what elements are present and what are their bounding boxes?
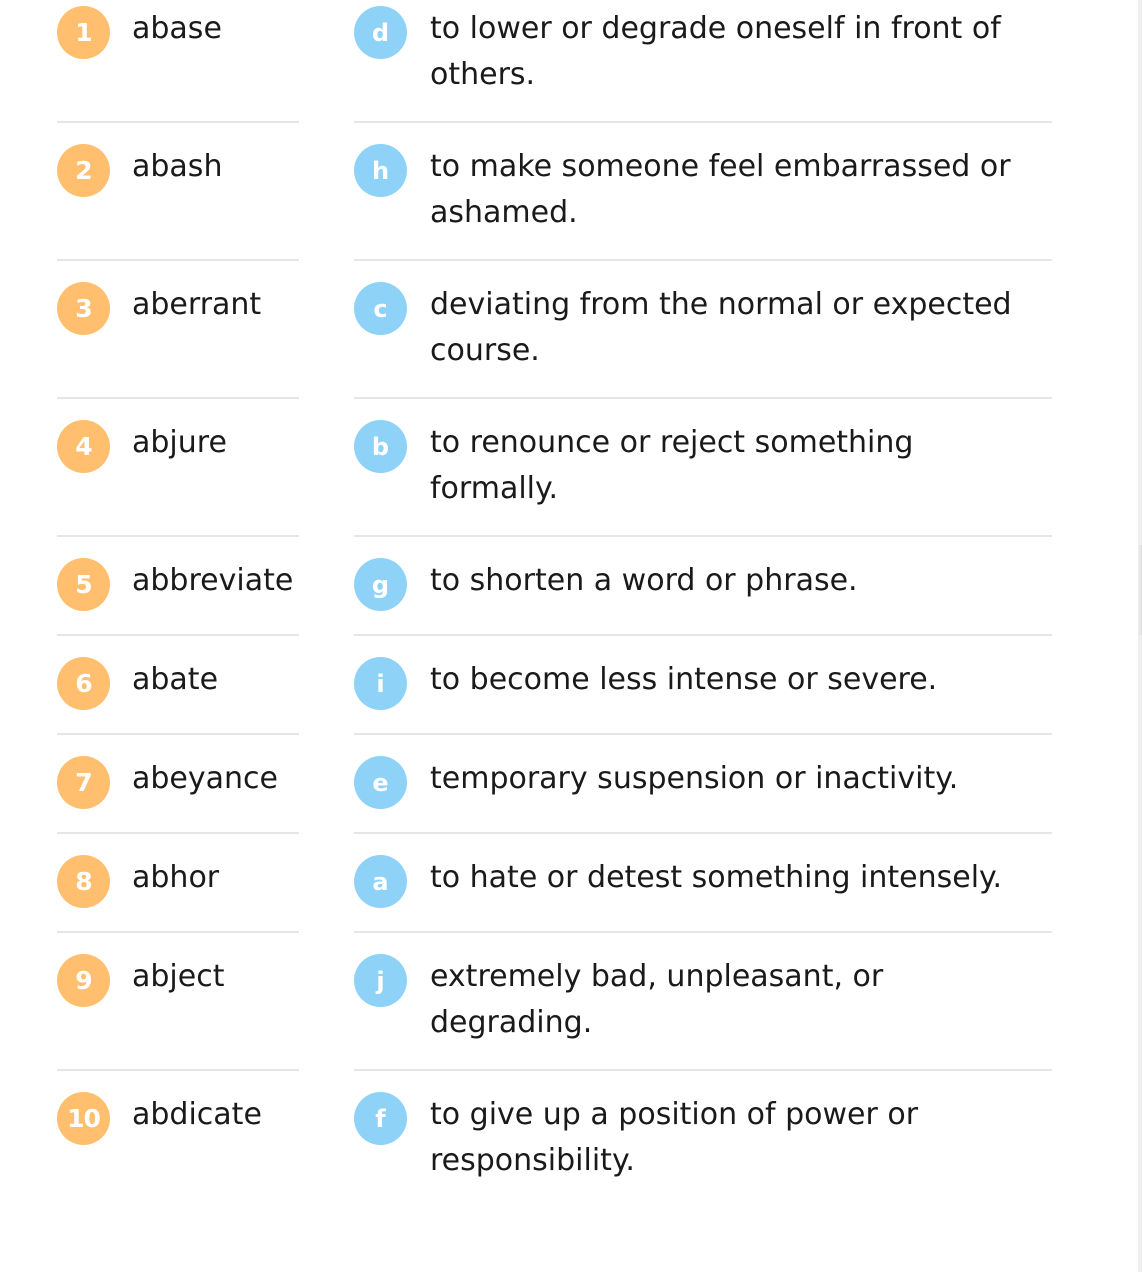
definition-text: to renounce or reject something formally. (430, 425, 914, 506)
word-label: abhor (132, 860, 220, 895)
number-badge: 7 (57, 756, 110, 809)
word-label: abjure (132, 425, 227, 460)
letter-badge: j (354, 954, 407, 1007)
number-badge: 8 (57, 855, 110, 908)
letter-badge: c (354, 282, 407, 335)
list-item (0, 834, 1142, 933)
list-item (0, 636, 1142, 735)
word-label: abate (132, 662, 219, 697)
number-badge: 10 (57, 1092, 110, 1145)
list-item (0, 1071, 1142, 1209)
letter-badge: h (354, 144, 407, 197)
number-badge: 3 (57, 282, 110, 335)
word-label: abdicate (132, 1097, 262, 1132)
letter-badge: e (354, 756, 407, 809)
letter-badge: f (354, 1092, 407, 1145)
list-item (0, 735, 1142, 834)
word-label: abbreviate (132, 563, 294, 598)
word-label: abeyance (132, 761, 278, 796)
letter-badge: b (354, 420, 407, 473)
definition-text: to give up a position of power or responsibility. (430, 1097, 919, 1178)
letter-badge: i (354, 657, 407, 710)
word-label: aberrant (132, 287, 262, 322)
letter-badge: d (354, 6, 407, 59)
letter-badge: a (354, 855, 407, 908)
letter-badge: g (354, 558, 407, 611)
list-item (0, 123, 1142, 261)
list-item (0, 399, 1142, 537)
definition-text: temporary suspension or inactivity. (430, 761, 959, 796)
number-badge: 6 (57, 657, 110, 710)
number-badge: 5 (57, 558, 110, 611)
word-label: abase (132, 11, 222, 46)
definition-text: to lower or degrade oneself in front of others. (430, 11, 1001, 92)
definition-text: to hate or detest something intensely. (430, 860, 1003, 895)
list-item (0, 261, 1142, 399)
number-badge: 9 (57, 954, 110, 1007)
word-label: abash (132, 149, 223, 184)
number-badge: 2 (57, 144, 110, 197)
definition-text: to become less intense or severe. (430, 662, 938, 697)
list-item (0, 0, 1142, 123)
number-badge: 4 (57, 420, 110, 473)
number-badge: 1 (57, 6, 110, 59)
definition-text: deviating from the normal or expected course. (430, 287, 1012, 368)
word-label: abject (132, 959, 225, 994)
definition-text: to shorten a word or phrase. (430, 563, 858, 598)
list-item (0, 933, 1142, 1071)
definition-text: to make someone feel embarrassed or ashamed. (430, 149, 1011, 230)
definition-text: extremely bad, unpleasant, or degrading. (430, 959, 884, 1040)
list-item (0, 537, 1142, 636)
